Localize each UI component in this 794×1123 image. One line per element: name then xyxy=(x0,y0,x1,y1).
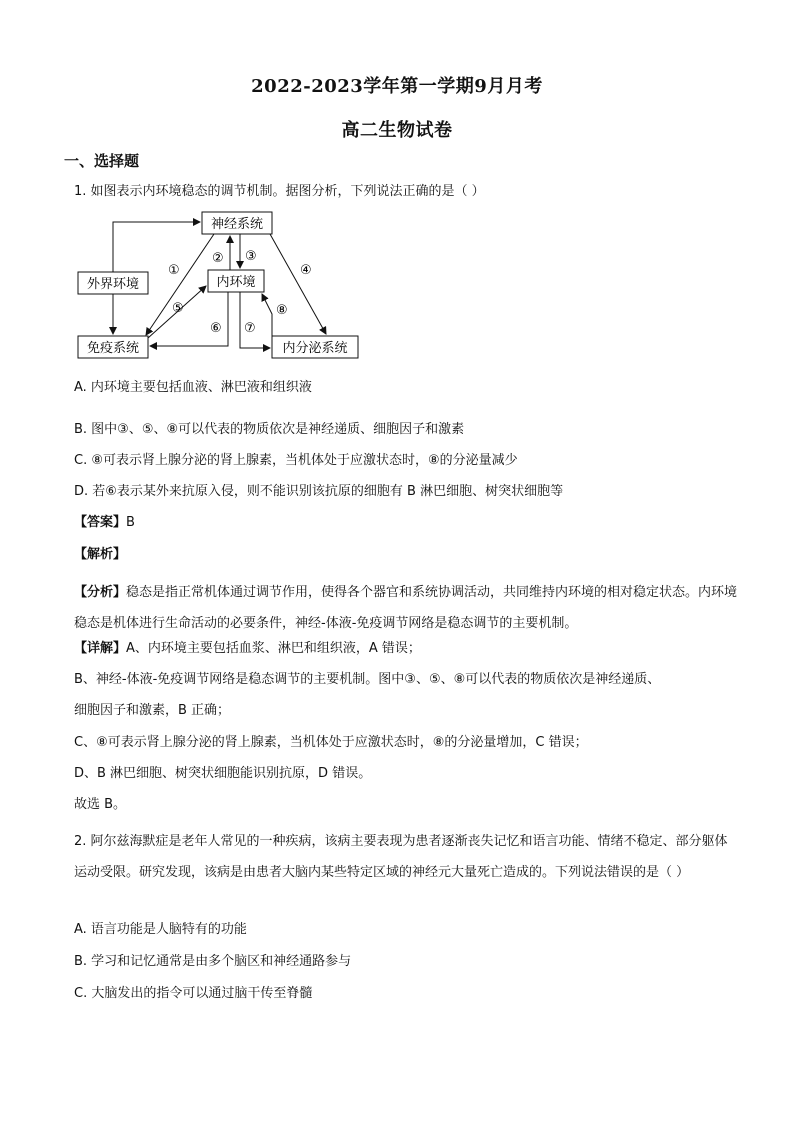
q1-conclusion: 故选 B。 xyxy=(74,797,127,812)
q1-fenxi xyxy=(74,577,738,639)
q1-option-d: D. 若⑥表示某外来抗原入侵，则不能识别该抗原的细胞有 B 淋巴细胞、树突状细胞等 xyxy=(74,484,564,499)
label-immune: 免疫系统 xyxy=(86,341,140,356)
q1-stem: 1. 如图表示内环境稳态的调节机制。据图分析，下列说法正确的是（ ） xyxy=(74,184,485,199)
q1-detail-b1: B、神经-体液-免疫调节网络是稳态调节的主要机制。图中③、⑤、⑧可以代表的物质依次是神经递质、 xyxy=(74,672,661,687)
arrow-label-5: ⑤ xyxy=(172,301,184,316)
answer-label: 【答案】 xyxy=(74,515,127,530)
q1-option-b: B. 图中③、⑤、⑧可以代表的物质依次是神经递质、细胞因子和激素 xyxy=(74,422,465,437)
arrow-label-8: ⑧ xyxy=(276,303,288,318)
homeostasis-diagram xyxy=(74,208,374,363)
answer-value: B xyxy=(126,515,135,530)
label-endocrine: 内分泌系统 xyxy=(282,341,348,356)
q1-detail-c: C、⑧可表示肾上腺分泌的肾上腺素，当机体处于应激状态时，⑧的分泌量增加，C 错误； xyxy=(74,735,588,750)
q1-detail-d: D、B 淋巴细胞、树突状细胞能识别抗原，D 错误。 xyxy=(74,766,372,781)
exam-subtitle: 高二生物试卷 xyxy=(341,120,453,141)
arrow-label-6: ⑥ xyxy=(210,321,222,336)
exam-title: 2022-2023学年第一学期9月月考 xyxy=(251,76,543,97)
q2-option-b: B. 学习和记忆通常是由多个脑区和神经通路参与 xyxy=(74,954,352,969)
arrow-label-2: ② xyxy=(212,251,224,266)
arrow-label-4: ④ xyxy=(300,263,312,278)
q1-option-c: C. ⑧可表示肾上腺分泌的肾上腺素，当机体处于应激状态时，⑧的分泌量减少 xyxy=(74,453,518,468)
q1-answer xyxy=(74,513,738,533)
arrow-label-1: ① xyxy=(168,263,180,278)
label-nervous: 神经系统 xyxy=(210,217,264,232)
q2-stem: 2. 阿尔兹海默症是老年人常见的一种疾病，该病主要表现为患者逐渐丧失记忆和语言功能、情绪不稳定、部分躯体运动受限。研究发现，该病是由患者大脑内某些特定区域的神经元大量死亡造成的。下列说法错误的是（ ） xyxy=(74,834,728,880)
detail-label: 【详解】 xyxy=(74,641,127,656)
q1-detail-b2: 细胞因子和激素，B 正确； xyxy=(74,703,231,718)
q1-detail-a: 【详解】A、内环境主要包括血浆、淋巴和组织液，A 错误； xyxy=(74,641,421,656)
arrow-label-7: ⑦ xyxy=(244,321,256,336)
label-external: 外界环境 xyxy=(86,277,140,292)
fenxi-label: 【分析】 xyxy=(74,585,127,600)
q1-option-a: A. 内环境主要包括血液、淋巴液和组织液 xyxy=(74,380,312,395)
q2-option-a: A. 语言功能是人脑特有的功能 xyxy=(74,922,247,937)
label-internal: 内环境 xyxy=(216,275,256,290)
fenxi-text: 稳态是指正常机体通过调节作用，使得各个器官和系统协调活动，共同维持内环境的相对稳定状态。内环境稳态是机体进行生命活动的必要条件，神经-体液-免疫调节网络是稳态调节的主要机制。 xyxy=(74,585,738,631)
q1-analysis-label: 【解析】 xyxy=(74,547,127,562)
arrow-label-3: ③ xyxy=(245,249,257,264)
section-heading: 一、选择题 xyxy=(64,152,140,170)
q2-option-c: C. 大脑发出的指令可以通过脑干传至脊髓 xyxy=(74,986,313,1001)
